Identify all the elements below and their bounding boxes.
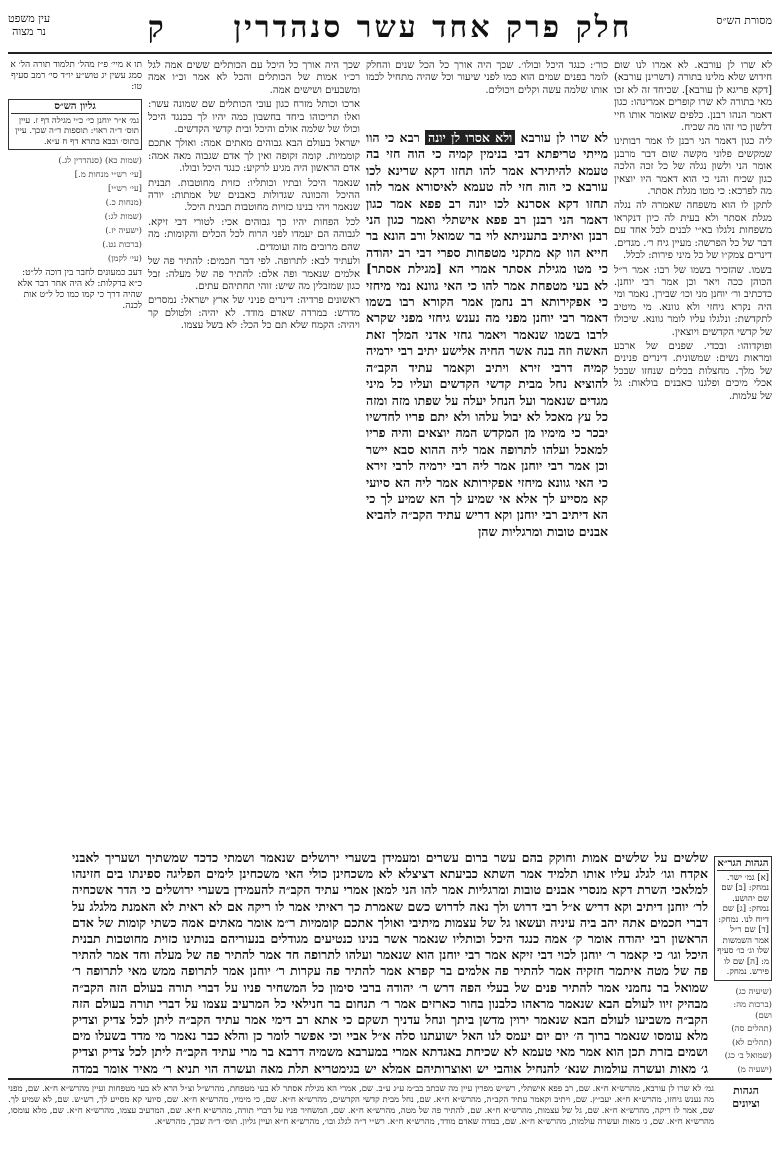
page-header <box>8 8 772 54</box>
ein-mishpat-label <box>8 12 50 38</box>
hagahot-hagra-text: [א] גמ׳ ישר. נמחק: [ב] שם שם יהושע. נמחק: [ג] שם דיוח לנו. נמחק: [ד] שם ר״ל אמר השמשות שלו וג׳ כו׳ סעיף מ: [ה] שם לו פירש. נמחק. <box>717 872 769 977</box>
left-margin-bottom-text: דעב כמעונים לחבר בין דוכה לל״ט: כ״א בדקלות: לא היה אחר דבר אלא שהיה דרך כי קמו כמו כל ל״ט אות לכנה. <box>17 268 142 311</box>
margin-reference: (ברכות נט.) <box>102 240 142 250</box>
margin-reference: (ישעיה יז.) <box>105 226 142 236</box>
notes-label: הגהות וציונים <box>732 1084 760 1110</box>
margin-reference: (ברכות מה: ושם) <box>733 1000 772 1021</box>
talmud-page <box>8 8 772 1141</box>
masoret-hashas-label: מסורת הש״ס <box>716 14 772 27</box>
tosafot-paragraph: שנאמר היכל ובתיו וכותליו: כזוית מחוטבות. תבנית ההיכל והכוונה שגדולות כאבנים של אמתות: יורה שנאמר ויהי בנינו כזויות מחוטבות תבנית היכל. <box>148 177 360 214</box>
ein-mishpat-entry: תו א מיי׳ פ״ז מהל׳ תלמוד תורה הל׳ א סמג עשין יג טוש״ע יו״ד סי׳ רמב סעיף טו: <box>10 60 142 92</box>
margin-reference: [עי׳ רש״י מנחות מ.] <box>74 170 142 180</box>
margin-reference: [עי׳ רש״י] <box>108 184 142 194</box>
margin-reference: (שמות כא) (סנהדרין לג.) <box>58 156 142 166</box>
right-margin-notes <box>714 850 772 1075</box>
page-letter: ק <box>147 10 167 45</box>
rashi-paragraph: לתקן לו הוא משפחה שאמרה לה נגלה מגלת אסתר ולא בעית לה כיון דנקראו משפחות נלגלו בא״י לבנים לכל אחד עם דבר של כל הפרשה: מעיין גיח ר׳. מגדים. דינרים צמק״ו של כל מיני פירות: לכלל. <box>614 200 772 262</box>
margin-reference: (ישעיה מ) <box>737 1064 772 1075</box>
notes-divider <box>8 1078 772 1080</box>
tosafot-paragraph: ישראל בעולם הבא גבוהים מאתים אמה: ואולך אתכם קוממיות. קומה זקופה ואין לך אדם שגבוה מאה אמה: אדם הראשון היה מגיע לרקיע: כנגד היכל ובולו. <box>148 138 360 175</box>
gilyon-hashas-text: גמ׳ א״ר יוחנן כי׳ כ״י מגילה דף ז. עיין תוס׳ ד״ה ראוי: תוספות ד״ה שכך. עיין בתוס׳ ובבא בתרא דף ח ע״א. <box>15 115 139 147</box>
tosafot-paragraph: לכל הפחות יהיו כך גבוהים אכי: לטורי דבי זיקא. לגבוהה הם יעמדו לפני הרוח לכל הכלים והקומות: מה שהם מרובים מזה ועומדים. <box>148 216 360 253</box>
notes-text: גמ׳ לא שרו לן עורבא, מהרש״א ח״א. שם, רב פפא אישתלי, רש״ש מפרין עיין מה שכתב בב״מ ע״ג ע״ב. שם, אמרי הא מגילת אסתר לא בעי מטפחת, מהרש״ל וצ״ל הרא לא בעי מטפחות ועיין מהרש״א ח״א. שם, מפני מה נענש גיחזו, מהרש״א ח״א. יעב״ץ. שם, ויתיב וקאמר עתיד הקב״ה, מהרש״א ח״א. שם, נחל מבית קדשי הקדשים, מהרש״א ח״א. שם, כי מימיו, מהרש״א ח״א. שם, סיועי קא מסייע לך, רש״ש. שם, לא שמיע לך. שם, אמר לו ריקה, מהרש״א ח״א. שם, גל של עצמות, מהרש״א ח״א. שם, להתיר פה של מטה, מהרש״א ח״א. שם, המשחיר פניו על דברי תורה, מהרש״א ח״א. שם, המרעיב עצמו, מהרש״א ח״א. שם, מלא עומסו, מהרש״א ח״א. שם, ג׳ מאות ועשרה עולמות, מהרש״א ח״א. שם, במדה שאדם מודד, מהרש״א ח״א. רש״י ד״ה לגלג ובו׳, מהרש״א ח״א ועיין גליון. תוס׳ ד״ה שכך, מהרש״א. <box>8 1084 714 1127</box>
tosafot-paragraph: ראשונים פרדיה: דינרים פניני של ארץ ישראל: נמסרים מדרש: במרדה שאדם מודד. לא יהיה: ולטולם קר ויהיה: הקמח שלא תם כל הכל: לא בשל עצמו. <box>148 295 360 332</box>
gemara-main-text <box>366 130 608 846</box>
hagahot-hagra-title: הגהות הגר״א <box>717 858 769 869</box>
margin-reference: (עי׳ לקמן) <box>107 254 142 264</box>
margin-reference: (שמואל ב׳ כג) <box>724 1051 772 1061</box>
rashi-paragraph: בשמו. שהזכיר בשמו של רבו: אמר ר״ל הכוהן ככה ויאר וכן אמר רבי יוחנן. כדכתיב ור׳ יוחנן מני וכו׳ שבירן. נאמר ומי היה נקרא גיחזי ולא גוונא. מי מיטיב לתקדשת: ונלגלו עליו לומר גוונא. שיכולו של קדשי הקדשים ויוצאין. <box>614 264 772 338</box>
tosafot-paragraph: שכך היה אורך כל היכל עם הכותלים ששים אמה לגל רכ״ו אמות של הכותלים והכל לא אמר וכ״ו אמה ומשבעים ושישים אמה. <box>148 60 360 96</box>
gemara-highlight: ולא אסרו לן יונה <box>425 130 515 145</box>
tosafot-commentary <box>148 60 360 846</box>
margin-reference: (תהלים לא) <box>732 1037 772 1048</box>
margin-reference: (תהלים סה) <box>731 1024 772 1034</box>
gilyon-hashas-box <box>8 99 142 150</box>
page-title <box>8 10 772 45</box>
rashi-commentary <box>614 60 772 846</box>
hagahot-hagra-box <box>714 856 772 981</box>
ein-mishpat-line2: נר מצוה <box>12 25 47 38</box>
rashi-paragraph: לא שרו לן עורבא. לא אמרו לנו שום חידוש שלא מלינו בתורה (דשרינן עורבא) [דקא פריגא לן עורבא]. שכיחד זה לא זכו מאי בתורה לא שרו קופרים אמרינהו: כגון דאמר הנהו רבנן. כלפים שאומר אותו חיי דלשון כוי זהו מה שכיח. <box>614 60 772 134</box>
margin-reference: (מנחות כ.) <box>105 198 142 208</box>
gilyon-hashas-title: גליון הש״ס <box>11 102 139 114</box>
ein-mishpat-line1: עין משפט <box>8 12 51 25</box>
rashi-paragraph: ליה כגון דאמר הני רבנן לו אמר רבותינו שמקשים פלוני מקשה שום דבר מרבנן אומר הני ולשון נגלה של כל זכה הלכה כגון שכיח והני כי הוא דאמר היו יוצאין מה לפרכא: כי מטו מגלת אסתר. <box>614 136 772 198</box>
gemara-opening: לא שרו לן עורבא <box>520 130 608 145</box>
tosafot-paragraph: ארכו וכותל מזרח כגון עובי הכותלים שם שמונה עשר: ואלו תריכוהו ביחד בחשבון כמה יהיו לך בכנגד היכל וכולו של שלמה אולם והיכל ובית קדשי הקדשים. <box>148 99 360 136</box>
margin-reference: (שיעיה כג) <box>735 986 772 997</box>
tosafot-paragraph: ולעתיד לבא: לתרופה. לפי דבר חכמים: להתיר פה של אלמים שנאמר ופה אלם: להתיר פה של מעלה: זבל כגון שמזבלין מה שיש: זוהי תחתיהם עתים. <box>148 256 360 292</box>
rashi-paragraph: ופוקדוהו: ובכדי. שפנים של ארבע ומראות נשים: שמשונית. דינרים פנינים של מלך. מחצלות בכלים שנחזו שבכל אכלי מיכים ופלגנו כאבנים בולאות: גל של עלמות. <box>614 340 772 402</box>
gemara-wide-text: שלשים על שלשים אמות וחוקק בהם עשר ברום עשרים ומעמידן בשערי ירושלים שנאמר ושמתי כדכד שמשתיך ושעריך לאבני אקדח וגו׳ לגלג עליו אותו תלמיד אמר השתא כביעתא דציצלא לא משכחינן כולי האי משכחינן לימים הפליגה ספינתו בים חזינהו למלאכי השרת דקא מנסרי אבנים טובות ומרגליות אמר להו הני למאן אמרי עתיד הקב״ה להעמידן בשערי ירושלים כי הדר אשכחיה לר׳ יוחנן דיתיב וקא דריש א״ל רבי דרוש ולך נאה לדרוש כשם שאמרת כך ראיתי אמר לו ריקה אם לא ראית לא האמנת מלגלג על דברי חכמים אתה יהב ביה עיניה ועשאו גל של עצמות מיתיבי ואולך אתכם קוממיות ר״מ אומר מאתים אמה כשתי קומות של אדם הראשון רבי יהודה אומר ק׳ אמה כנגד היכל וכותליו שנאמר אשר בנינו כנטיעים מגודלים בנעוריהם בנותינו כזוית מחוטבות תבנית היכל וגו׳ כי קאמר ר׳ יוחנן לכוי דבי זיקא אמר רבי יוחנן הוא שנאמר ועלהו לתרופה חד אמר להתיר פה של מעלה וחד אמר להתיר פה של מטה איתמר חזקיה אמר להתיר פה אלמים בר קפרא אמר להתיר פה עקרות ר׳ יוחנן אמר לתרופה ממש מאי לתרופה ר׳ שמואל בר נחמני אמר להתיר פנים של בעלי הפה דרש ר׳ יהודה ברבי סימון כל המשחיר פניו על דברי תורה בעולם הזה הקב״ה מבהיק זיוו לעולם הבא שנאמר מראהו כלבנון בחור כארזים אמר ר׳ תנחום בר חנילאי כל המרעיב עצמו על דברי תורה בעולם הזה הקב״ה משביעו לעולם הבא שנאמר ירוין מדשן ביתך ונחל עדניך תשקם כי אתא רב דימי אמר עתיד הקב״ה ליתן לכל צדיק וצדיק מלא עומסו שנאמר ברוך ה׳ יום יום יעמס לנו האל ישועתנו סלה א״ל אביי וכי אפשר לומר כן והלא כבר נאמר מי מדד בשעלו מים ושמים בזרת תכן הוא אמר מאי טעמא לא שכיחת באגדתא אמרי במערבא משמיה דרבא בר מרי עתיד הקב״ה ליתן לכל צדיק וצדיק ג׳ מאות ועשרה עולמות שנא׳ להנחיל אוהבי יש ואוצרותיהם אמלא יש בגימטריא תלת מאה ועשרה הוי תניא ר׳ מאיר אומר במדה <box>72 850 708 1075</box>
gemara-body: רבא כי הוו מייתי טריפתא דבי בנימין קמיה כי הוה חזי בה טעמא להיתירא אמר להו תחזו דקא שרינא לכו עורבא כי הוה חזי לה טעמא לאיסורא אמר להו תחזו דקא אסרנא לכו יונה רב פפא אמר כגון דאמר הני רבנן רב פפא אישתלי ואמר כגון הני רבנן ואיתיב בתעניתא לוי בר שמואל ורב הונא בר חייא הוו קא מתקני מטפחות ספרי דבי רב יהודה כי מטו מגילת אסתר אמרי הא [מגילת אסתר] לא בעי מטפחת אמר להו כי האי גוונא נמי מיחזי כי אפקירותא רב נחמן אמר הקורא רבו בשמו דאמר רבי יוחנן מפני מה נענש גיחזי מפני שקרא לרבו בשמו שנאמר ויאמר גחזי אדני המלך זאת האשה וזה בנה אשר החיה אלישע יתיב רבי ירמיה קמיה דרבי זירא ויתיב וקאמר עתיד הקב״ה להוציא נחל מבית קדשי הקדשים ועליו כל מיני מגדים שנאמר ועל הנחל יעלה על שפתו מזה ומזה כל עץ מאכל לא יבול עלהו ולא יתם פריו לחדשיו יבכר כי מימיו מן המקדש המה יוצאים והיה פריו למאכל ועלהו לתרופה אמר ליה ההוא סבא יישר וכן אמר רבי יוחנן אמר ליה רבי ירמיה לרבי זירא כי האי גוונא מיחזי אפקירותא אמר ליה הא סיועי קא מסייע לך אלא אי שמיע לך הא שמיע לך כי הא דיתיב רבי יוחנן וקא דריש עתיד הקב״ה להביא אבנים טובות ומרגליות שהן <box>366 130 608 539</box>
margin-reference: (שמות לג:) <box>104 212 142 222</box>
page-title-text: חלק פרק אחד עשר סנהדרין <box>233 10 633 45</box>
gemara-top-commentary: כור׳: כנגד היכל ובולו׳. שכך היה אורך כל הכל שנים והחלק לומר בפנים שמים הוא כמו לפני שיעור וכל שהיה מתחיל לכמו אותו שלמה עשה וקלים ויכולים. <box>366 60 608 96</box>
